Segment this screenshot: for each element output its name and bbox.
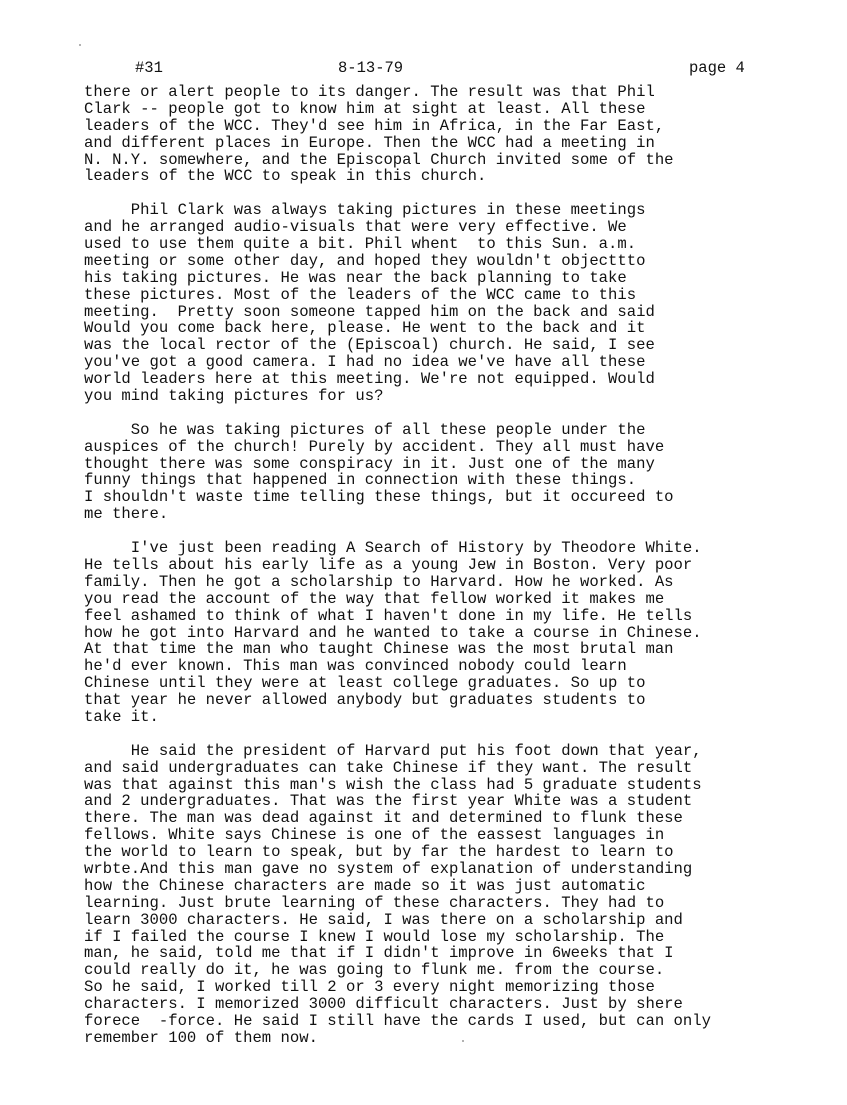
text-line: So he was taking pictures of all these people under the <box>84 420 646 439</box>
text-line: meeting. Pretty soon someone tapped him on the back and said <box>84 302 655 321</box>
text-line: he'd ever known. This man was convinced nobody could learn <box>84 657 627 676</box>
text-line: the world to learn to speak, but by far the hardest to learn to <box>84 843 674 862</box>
text-line: take it. <box>84 707 159 726</box>
text-line: So he said, I worked till 2 or 3 every night memorizing those <box>84 978 655 997</box>
text-line: He tells about his early life as a young Jew in Boston. Very poor <box>84 555 693 574</box>
text-line: you mind taking pictures for us? <box>84 387 384 406</box>
text-line: forece -force. He said I still have the cards I used, but can only <box>84 1011 711 1030</box>
text-line: world leaders here at this meeting. We're not equipped. Would <box>84 370 655 389</box>
text-line: Phil Clark was always taking pictures in these meetings <box>84 201 646 220</box>
text-line: learning. Just brute learning of these characters. They had to <box>84 893 665 912</box>
text-line: leaders of the WCC. They'd see him in Africa, in the Far East, <box>84 116 665 135</box>
paragraph <box>84 540 824 726</box>
paragraph <box>84 743 824 1047</box>
text-line: feel ashamed to think of what I haven't done in my life. He tells <box>84 606 693 625</box>
text-line: and he arranged audio-visuals that were very effective. We <box>84 218 627 237</box>
text-line: He said the president of Harvard put his foot down that year, <box>84 741 702 760</box>
text-line: there. The man was dead against it and determined to flunk these <box>84 809 683 828</box>
text-line: and different places in Europe. Then the WCC had a meeting in <box>84 133 655 152</box>
text-line: I've just been reading A Search of History by Theodore White. <box>84 539 702 558</box>
scan-speck <box>79 44 81 46</box>
text-line: At that time the man who taught Chinese was the most brutal man <box>84 640 674 659</box>
text-line: auspices of the church! Purely by accident. They all must have <box>84 437 665 456</box>
text-line: used to use them quite a bit. Phil whent to this Sun. a.m. <box>84 235 637 254</box>
text-line: me there. <box>84 505 169 524</box>
text-line: Clark -- people got to know him at sight at least. All these <box>84 99 646 118</box>
page-number: page 4 <box>689 59 745 77</box>
text-line: thought there was some conspiracy in it. Just one of the many <box>84 454 655 473</box>
text-line: funny things that happened in connection with these things. <box>84 471 637 490</box>
text-line: leaders of the WCC to speak in this church. <box>84 167 487 186</box>
text-line: and said undergraduates can take Chinese if they want. The result <box>84 758 693 777</box>
paragraph <box>84 422 824 523</box>
paragraph <box>84 202 824 405</box>
text-line: Chinese until they were at least college graduates. So up to <box>84 674 646 693</box>
text-line: learn 3000 characters. He said, I was there on a scholarship and <box>84 910 683 929</box>
text-line: Would you come back here, please. He went to the back and it <box>84 319 646 338</box>
text-line: was the local rector of the (Episcoal) church. He said, I see <box>84 336 655 355</box>
text-line: if I failed the course I knew I would lose my scholarship. The <box>84 927 665 946</box>
text-line: you read the account of the way that fellow worked it makes me <box>84 589 665 608</box>
text-line: was that against this man's wish the class had 5 graduate students <box>84 775 702 794</box>
text-line: that year he never allowed anybody but graduates students to <box>84 691 646 710</box>
text-line: family. Then he got a scholarship to Harvard. How he worked. As <box>84 572 674 591</box>
text-line: man, he said, told me that if I didn't improve in 6weeks that I <box>84 944 674 963</box>
text-line: I shouldn't waste time telling these things, but it occureed to <box>84 488 674 507</box>
text-line: these pictures. Most of the leaders of the WCC came to this <box>84 285 637 304</box>
text-line: and 2 undergraduates. That was the first year White was a student <box>84 792 693 811</box>
text-line: remember 100 of them now. <box>84 1028 318 1047</box>
text-line: wrbte.And this man gave no system of explanation of understanding <box>84 859 693 878</box>
text-line: characters. I memorized 3000 difficult characters. Just by shere <box>84 995 683 1014</box>
text-line: you've got a good camera. I had no idea we've have all these <box>84 353 646 372</box>
document-body <box>84 84 824 1064</box>
text-line: how he got into Harvard and he wanted to take a course in Chinese. <box>84 623 702 642</box>
document-date: 8-13-79 <box>338 59 404 77</box>
text-line: how the Chinese characters are made so it was just automatic <box>84 876 646 895</box>
text-line: there or alert people to its danger. The result was that Phil <box>84 83 655 101</box>
text-line: N. N.Y. somewhere, and the Episcopal Church invited some of the <box>84 150 674 169</box>
paragraph <box>84 84 824 185</box>
document-number: #31 <box>135 59 163 77</box>
text-line: fellows. White says Chinese is one of the eassest languages in <box>84 826 665 845</box>
text-line: meeting or some other day, and hoped they wouldn't objecttto <box>84 251 646 270</box>
text-line: could really do it, he was going to flunk me. from the course. <box>84 961 665 980</box>
text-line: his taking pictures. He was near the back planning to take <box>84 268 627 287</box>
